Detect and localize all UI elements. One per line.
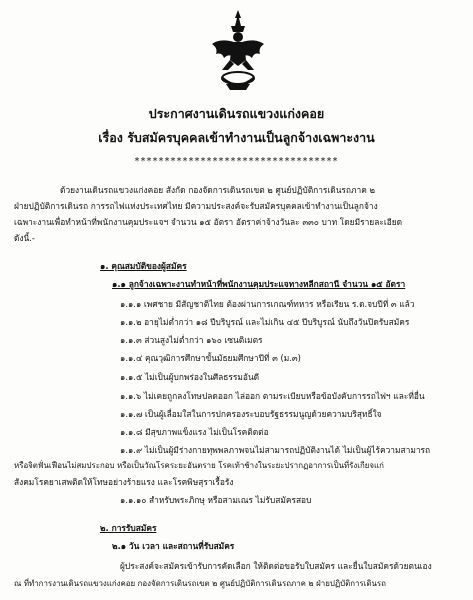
- intro-line: ดังนี้.-: [14, 233, 35, 243]
- intro-line: ฝ่ายปฏิบัติการเดินรถ การรถไฟแห่งประเทศไทย มีความประสงค์จะรับสมัครบุคคลเข้าทำงานเป็นลูกจ้าง: [14, 201, 378, 211]
- application-line: ผู้ประสงค์จะสมัครเข้ารับการคัดเลือก ให้ติดต่อขอรับใบสมัคร และยื่นใบสมัครด้วยตนเอง: [120, 561, 432, 571]
- qualification-item: ๑.๑.๔ คุณวุฒิการศึกษาขั้นมัธยมศึกษาปีที่ ๓ (ม.๓): [120, 353, 301, 363]
- announcement-subject: เรื่อง รับสมัครบุคคลเข้าทำงานเป็นลูกจ้างเฉพาะงาน: [98, 130, 375, 145]
- section-1-heading: ๑. คุณสมบัติของผู้สมัคร: [100, 261, 187, 271]
- intro-line: ด้วยงานเดินรถแขวงแก่งคอย สังกัด กองจัดการเดินรถเขต ๒ ศูนย์ปฏิบัติการเดินรถภาค ๒: [60, 185, 376, 195]
- section-2-subheading: ๒.๑ วัน เวลา และสถานที่รับสมัคร: [112, 541, 235, 551]
- qualification-item: ๑.๑.๒ อายุไม่ต่ำกว่า ๑๘ ปีบริบูรณ์ และไม่เกิน ๔๕ ปีบริบูรณ์ นับถึงวันปิดรับสมัคร: [120, 317, 410, 327]
- qualification-item: ๑.๑.๖ ไม่เคยถูกลงโทษปลดออก ไล่ออก ตามระเบียบหรือข้อบังคับการรถไฟฯ และที่อื่น: [120, 391, 425, 401]
- qualification-item-9-continued: สังคมโรคยาเสพติดให้โทษอย่างร้ายแรง และโรคพิษสุราเรื้อรัง: [14, 477, 234, 487]
- garuda-emblem-icon: [208, 8, 268, 94]
- section-1-subheading: ๑.๑ ลูกจ้างเฉพาะงานทำหน้าที่พนักงานคุมประแจทางหลีกสถานี จำนวน ๑๕ อัตรา: [112, 279, 406, 289]
- qualification-item-9-continued: หรือจิตฟั่นเฟือนไม่สมประกอบ หรือเป็นวัณโรคระยะอันตราย โรคเท้าช้างในระยะปรากฏอาการเป็นที่รังเกียจแก่: [14, 461, 384, 470]
- intro-line: เฉพาะงานเพื่อทำหน้าที่พนักงานคุมประแจฯ จำนวน ๑๕ อัตรา อัตราค่าจ้างวันละ ๓๓๐ บาท โดยมีรายละเอียด: [14, 217, 403, 227]
- qualification-item: ๑.๑.๓ ส่วนสูงไม่ต่ำกว่า ๑๖๐ เซนติเมตร: [120, 335, 263, 345]
- qualification-item-9: ๑.๑.๙ ไม่เป็นผู้มีร่างกายทุพพลภาพจนไม่สามารถปฏิบัติงานได้ ไม่เป็นผู้ไร้ความสามารถ: [120, 445, 431, 455]
- qualification-item: ๑.๑.๑ เพศชาย มีสัญชาติไทย ต้องผ่านการเกณฑ์ทหาร หรือเรียน ร.ด.จบปีที่ ๓ แล้ว: [120, 299, 415, 309]
- qualification-item: ๑.๑.๘ มีสุขภาพแข็งแรง ไม่เป็นโรคติดต่อ: [120, 427, 269, 437]
- qualification-item: ๑.๑.๗ เป็นผู้เลื่อมใสในการปกครองระบอบรัฐธรรมนูญด้วยความบริสุทธิ์ใจ: [120, 409, 382, 419]
- qualification-item: ๑.๑.๕ ไม่เป็นผู้บกพร่องในศีลธรรมอันดี: [120, 372, 260, 382]
- section-2-heading: ๒. การรับสมัคร: [100, 523, 157, 533]
- star-divider: **********************************: [134, 156, 339, 167]
- qualification-item-10: ๑.๑.๑๐ สำหรับพระภิกษุ หรือสามเณร ไม่รับสมัครสอบ: [120, 495, 312, 505]
- application-line: ณ ที่ทำการงานเดินรถแขวงแก่งคอย กองจัดการเดินรถเขต ๒ ศูนย์ปฏิบัติการเดินรถภาค ๒ ฝ่ายปฏิบัติการเดินรถ: [14, 579, 386, 588]
- announcement-title: ประกาศงานเดินรถแขวงแก่งคอย: [148, 106, 325, 121]
